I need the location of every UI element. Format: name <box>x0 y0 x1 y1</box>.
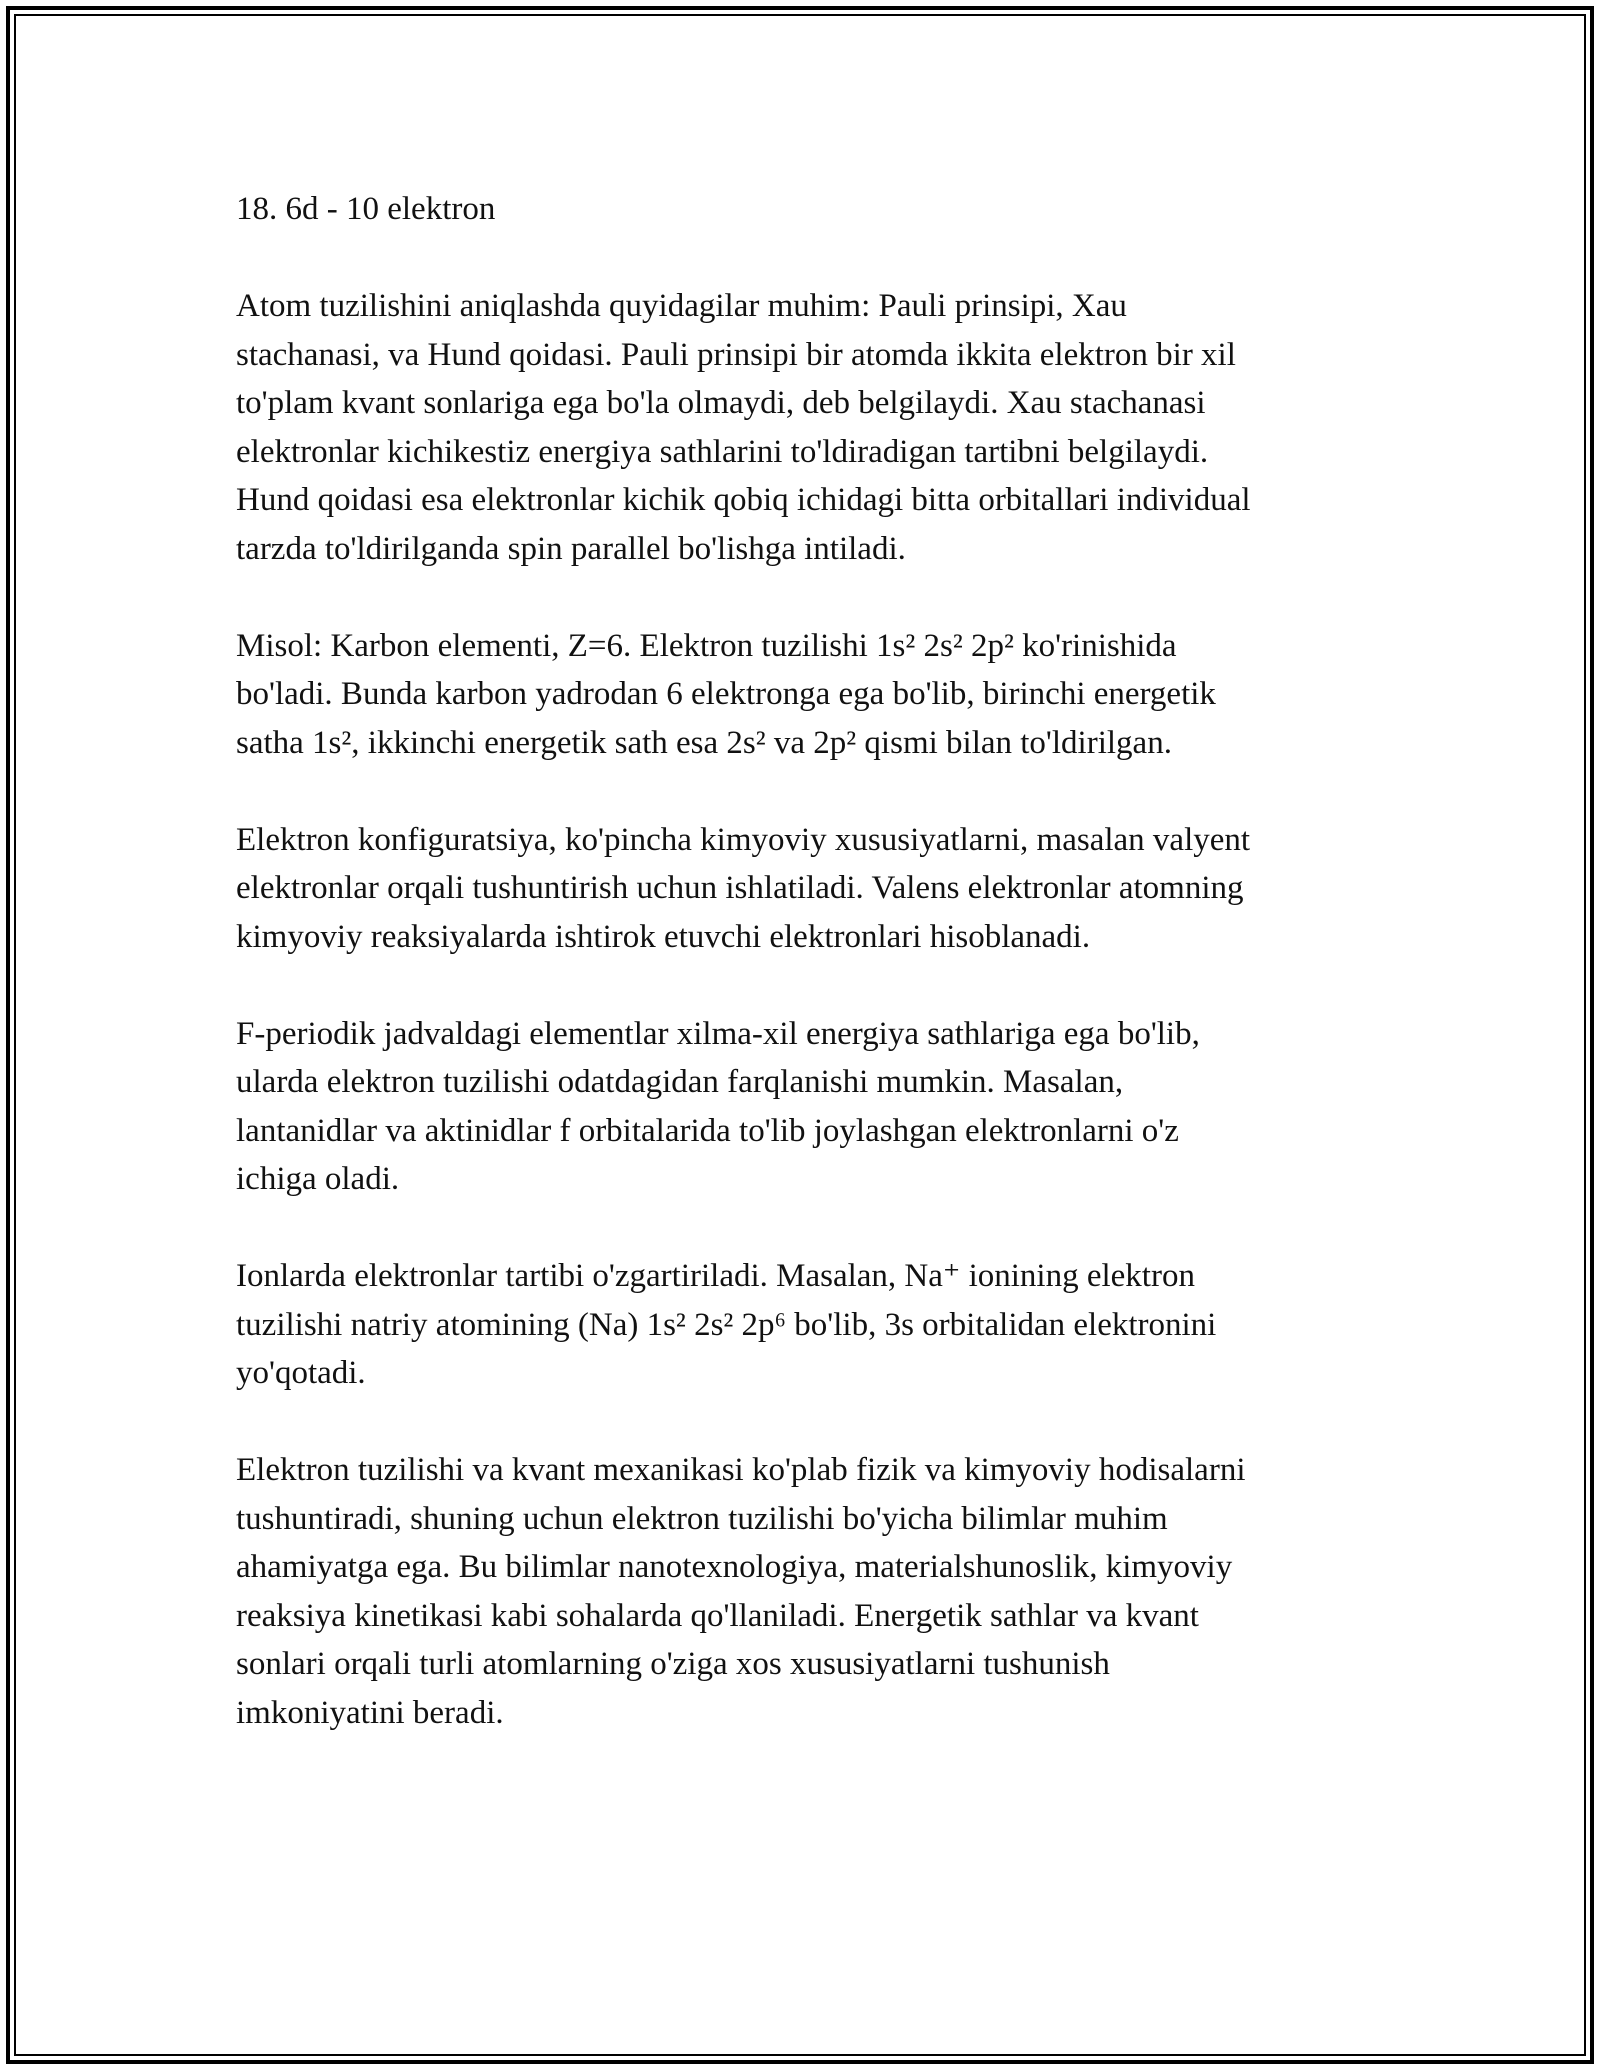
paragraph-f-elements: F-periodik jadvaldagi elementlar xilma-xil energiya sathlariga ega bo'lib, ularda elektron tuzilishi odatdagidan farqlanishi mumkin. Masalan, lantanidlar va aktinidlar f orbitalarida to'lib joylashgan elektronlarni o'z ichiga oladi. <box>236 1015 1200 1197</box>
heading-line: 18. 6d - 10 elektron <box>236 191 496 227</box>
paragraph-carbon-example: Misol: Karbon elementi, Z=6. Elektron tuzilishi 1s² 2s² 2p² ko'rinishida bo'ladi. Bunda karbon yadrodan 6 elektronga ega bo'lib, birinchi energetik satha 1s², ikkinchi energetik sath esa 2s² va 2p² qismi bilan to'ldirilgan. <box>236 627 1216 761</box>
paragraph-atom-principles: Atom tuzilishini aniqlashda quyidagilar muhim: Pauli prinsipi, Xau stachanasi, va Hund qoidasi. Pauli prinsipi bir atomda ikkita elektron bir xil to'plam kvant sonlariga ega bo'la olmaydi, deb belgilaydi. Xau stachanasi elektronlar kichikestiz energiya sathlarini to'ldiradigan tartibni belgilaydi. Hund qoidasi esa elektronlar kichik qobiq ichidagi bitta orbitallari individual tarzda to'ldirilganda spin parallel bo'lishga intiladi. <box>236 288 1251 567</box>
document-body <box>236 185 1371 1786</box>
paragraph-electron-configuration: Elektron konfiguratsiya, ko'pincha kimyoviy xususiyatlarni, masalan valyent elektronlar orqali tushuntirish uchun ishlatiladi. Valens elektronlar atomning kimyoviy reaksiyalarda ishtirok etuvchi elektronlari hisoblanadi. <box>236 821 1251 955</box>
paragraph-conclusion: Elektron tuzilishi va kvant mexanikasi ko'plab fizik va kimyoviy hodisalarni tushuntiradi, shuning uchun elektron tuzilishi bo'yicha bilimlar muhim ahamiyatga ega. Bu bilimlar nanotexnologiya, materialshunoslik, kimyoviy reaksiya kinetikasi kabi sohalarda qo'llaniladi. Energetik sathlar va kvant sonlari orqali turli atomlarning o'ziga xos xususiyatlarni tushunish imkoniyatini beradi. <box>236 1452 1246 1731</box>
paragraph-ions: Ionlarda elektronlar tartibi o'zgartiriladi. Masalan, Na⁺ ionining elektron tuzilishi natriy atomining (Na) 1s² 2s² 2p⁶ bo'lib, 3s orbitalidan elektronini yo'qotadi. <box>236 1258 1217 1391</box>
